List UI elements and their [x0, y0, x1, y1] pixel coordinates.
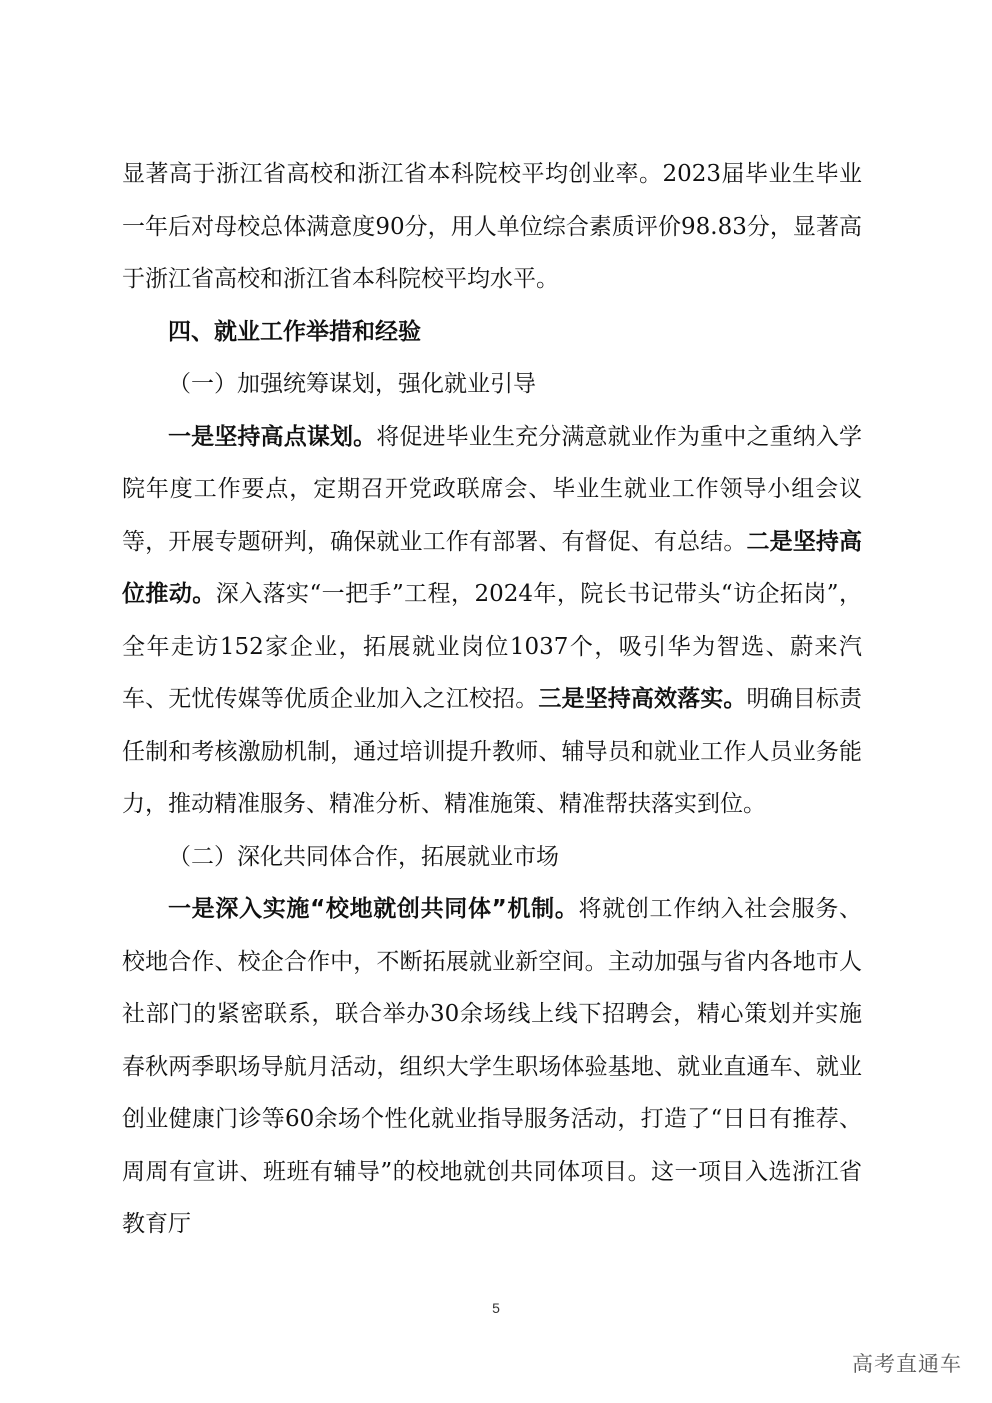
section-heading: 四、就业工作举措和经验: [168, 318, 421, 345]
bold-lead-4: 一是深入实施“校地就创共同体”机制。: [168, 896, 579, 922]
watermark: 高考直通车: [852, 1352, 962, 1376]
subsection-heading-2: （二）深化共同体合作，拓展就业市场: [168, 843, 559, 870]
bold-lead-2: 二是坚持高位推动。: [122, 528, 863, 607]
intro-paragraph: 显著高于浙江省高校和浙江省本科院校平均创业率。2023届毕业生毕业一年后对母校总体满意度90分，用人单位综合素质评价98.83分，显著高于浙江省高校和浙江省本科院校平均水平。: [122, 161, 862, 292]
paragraph-text-1: 将促进毕业生充分满意就业作为重中之重纳入学院年度工作要点，定期召开党政联席会、毕业生就业工作领导小组会议等，开展专题研判，确保就业工作有部署、有督促、有总结。: [122, 423, 863, 555]
paragraph-2: [122, 883, 862, 1251]
page-number: 5: [492, 1300, 500, 1316]
paragraph-text-4: 将就创工作纳入社会服务、校地合作、校企合作中，不断拓展就业新空间。主动加强与省内各地市人社部门的紧密联系，联合举办30余场线上线下招聘会，精心策划并实施春秋两季职场导航月活动，组织大学生职场体验基地、就业直通车、就业创业健康门诊等60余场个性化就业指导服务活动，打造了“日日有推荐、周周有宣讲、班班有辅导”的校地就创共同体项目。这一项目入选浙江省教育厅: [122, 896, 863, 1237]
document-body: [122, 148, 862, 1251]
paragraph-1: [122, 411, 862, 831]
bold-lead-1: 一是坚持高点谋划。: [168, 423, 377, 450]
paragraph-text-3: 明确目标责任制和考核激励机制，通过培训提升教师、辅导员和就业工作人员业务能力，推动精准服务、精准分析、精准施策、精准帮扶落实到位。: [122, 686, 863, 817]
paragraph-text-2: 深入落实“一把手”工程，2024年，院长书记带头“访企拓岗”，全年走访152家企业，拓展就业岗位1037个，吸引华为智选、蔚来汽车、无忧传媒等优质企业加入之江校招。: [122, 581, 862, 712]
bold-lead-3: 三是坚持高效落实。: [538, 686, 747, 712]
subsection-heading-1: （一）加强统筹谋划，强化就业引导: [168, 371, 536, 397]
